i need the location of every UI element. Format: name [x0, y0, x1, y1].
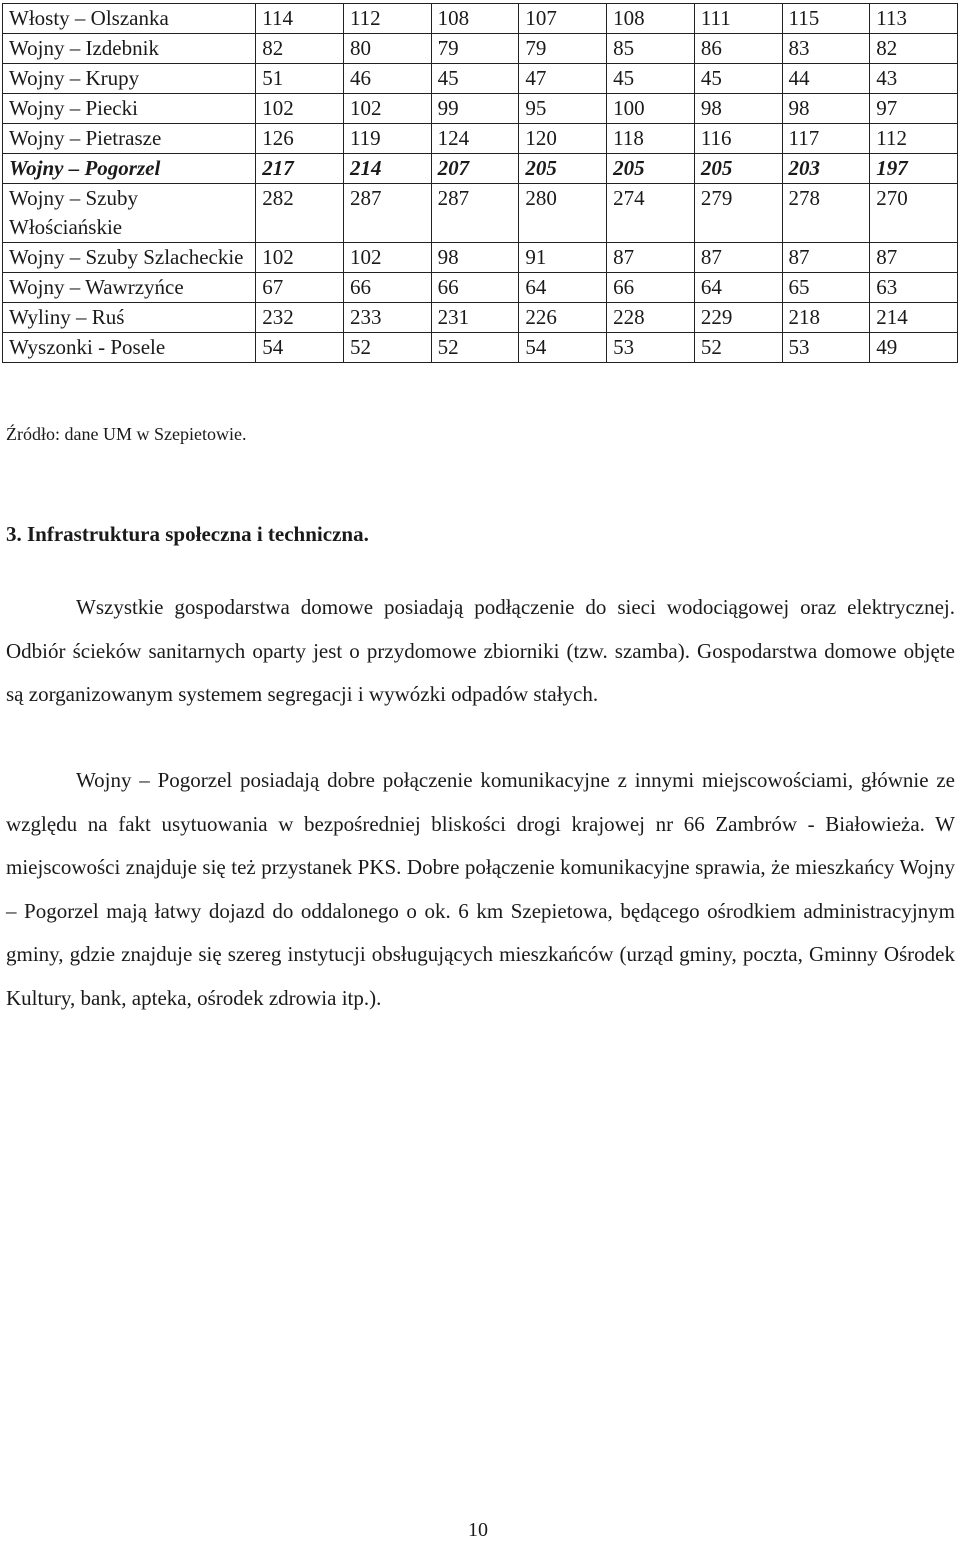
population-value-cell: 274	[607, 184, 695, 243]
population-value-cell: 64	[519, 273, 607, 303]
table-row	[3, 333, 958, 363]
population-value-cell: 118	[607, 124, 695, 154]
population-value-cell: 53	[782, 333, 870, 363]
population-value-cell: 205	[694, 154, 782, 184]
population-value-cell: 205	[607, 154, 695, 184]
population-value-cell: 80	[343, 34, 431, 64]
population-value-cell: 86	[694, 34, 782, 64]
population-value-cell: 102	[256, 94, 344, 124]
population-value-cell: 282	[256, 184, 344, 243]
population-value-cell: 112	[870, 124, 958, 154]
population-value-cell: 226	[519, 303, 607, 333]
population-table	[2, 3, 958, 363]
population-value-cell: 119	[343, 124, 431, 154]
paragraph-text: Wojny – Pogorzel posiadają dobre połączenie komunikacyjne z innymi miejscowościami, głównie ze względu na fakt usytuowania w bezpośredniej bliskości drogi krajowej nr 66 Zambrów - Białowieża. W miejscowości znajduje się też przystanek PKS. Dobre połączenie komunikacyjne sprawia, że mieszkańcy Wojny – Pogorzel mają łatwy dojazd do oddalonego o ok. 6 km Szepietowa, będącego ośrodkiem administracyjnym gminy, gdzie znajduje się szereg instytucji obsługujących mieszkańców (urząd gminy, poczta, Gminny Ośrodek Kultury, bank, apteka, ośrodek zdrowia itp.).	[6, 768, 955, 1010]
population-value-cell: 100	[607, 94, 695, 124]
population-value-cell: 47	[519, 64, 607, 94]
table-body	[3, 4, 958, 363]
population-value-cell: 287	[343, 184, 431, 243]
population-value-cell: 214	[343, 154, 431, 184]
locality-name-cell: Wojny – Wawrzyńce	[3, 273, 256, 303]
population-value-cell: 205	[519, 154, 607, 184]
population-value-cell: 82	[256, 34, 344, 64]
population-value-cell: 111	[694, 4, 782, 34]
population-value-cell: 45	[431, 64, 519, 94]
table-row	[3, 303, 958, 333]
table-row	[3, 94, 958, 124]
population-value-cell: 43	[870, 64, 958, 94]
table-row	[3, 4, 958, 34]
population-value-cell: 91	[519, 243, 607, 273]
population-value-cell: 66	[607, 273, 695, 303]
population-value-cell: 52	[431, 333, 519, 363]
locality-name-cell: Wojny – Krupy	[3, 64, 256, 94]
population-value-cell: 107	[519, 4, 607, 34]
population-value-cell: 87	[694, 243, 782, 273]
table-row	[3, 243, 958, 273]
table-row	[3, 184, 958, 243]
locality-name-cell: Włosty – Olszanka	[3, 4, 256, 34]
section-heading: 3. Infrastruktura społeczna i techniczna.	[6, 522, 369, 546]
population-value-cell: 280	[519, 184, 607, 243]
table-row	[3, 273, 958, 303]
population-value-cell: 108	[607, 4, 695, 34]
population-value-cell: 67	[256, 273, 344, 303]
population-value-cell: 232	[256, 303, 344, 333]
table-row	[3, 34, 958, 64]
population-value-cell: 214	[870, 303, 958, 333]
population-value-cell: 82	[870, 34, 958, 64]
population-value-cell: 85	[607, 34, 695, 64]
population-value-cell: 124	[431, 124, 519, 154]
population-value-cell: 197	[870, 154, 958, 184]
locality-name-cell: Wojny – Izdebnik	[3, 34, 256, 64]
population-value-cell: 112	[343, 4, 431, 34]
paragraph-transport	[6, 759, 955, 1020]
table-row	[3, 154, 958, 184]
population-value-cell: 63	[870, 273, 958, 303]
locality-name-cell: Wojny – Szuby Szlacheckie	[3, 243, 256, 273]
population-value-cell: 233	[343, 303, 431, 333]
population-value-cell: 126	[256, 124, 344, 154]
population-value-cell: 116	[694, 124, 782, 154]
population-value-cell: 65	[782, 273, 870, 303]
population-value-cell: 115	[782, 4, 870, 34]
population-value-cell: 113	[870, 4, 958, 34]
population-value-cell: 98	[694, 94, 782, 124]
population-value-cell: 279	[694, 184, 782, 243]
population-value-cell: 45	[607, 64, 695, 94]
population-value-cell: 45	[694, 64, 782, 94]
population-value-cell: 114	[256, 4, 344, 34]
population-value-cell: 278	[782, 184, 870, 243]
locality-name-cell: Wojny – Szuby Włościańskie	[3, 184, 256, 243]
population-value-cell: 49	[870, 333, 958, 363]
locality-name-cell: Wojny – Piecki	[3, 94, 256, 124]
population-value-cell: 54	[256, 333, 344, 363]
population-value-cell: 120	[519, 124, 607, 154]
population-value-cell: 108	[431, 4, 519, 34]
page-number: 10	[468, 1519, 488, 1541]
population-value-cell: 51	[256, 64, 344, 94]
population-value-cell: 287	[431, 184, 519, 243]
population-value-cell: 53	[607, 333, 695, 363]
population-value-cell: 44	[782, 64, 870, 94]
population-value-cell: 79	[431, 34, 519, 64]
population-value-cell: 66	[431, 273, 519, 303]
population-value-cell: 207	[431, 154, 519, 184]
population-value-cell: 87	[607, 243, 695, 273]
population-value-cell: 83	[782, 34, 870, 64]
population-value-cell: 102	[343, 94, 431, 124]
population-value-cell: 270	[870, 184, 958, 243]
locality-name-cell: Wyszonki - Posele	[3, 333, 256, 363]
population-value-cell: 64	[694, 273, 782, 303]
population-value-cell: 228	[607, 303, 695, 333]
population-value-cell: 117	[782, 124, 870, 154]
population-value-cell: 102	[256, 243, 344, 273]
population-value-cell: 203	[782, 154, 870, 184]
population-value-cell: 79	[519, 34, 607, 64]
population-value-cell: 98	[782, 94, 870, 124]
population-value-cell: 54	[519, 333, 607, 363]
population-value-cell: 98	[431, 243, 519, 273]
population-value-cell: 97	[870, 94, 958, 124]
population-value-cell: 87	[782, 243, 870, 273]
locality-name-cell: Wojny – Pietrasze	[3, 124, 256, 154]
population-value-cell: 46	[343, 64, 431, 94]
population-value-cell: 87	[870, 243, 958, 273]
population-value-cell: 52	[694, 333, 782, 363]
population-value-cell: 52	[343, 333, 431, 363]
population-value-cell: 99	[431, 94, 519, 124]
population-value-cell: 231	[431, 303, 519, 333]
population-value-cell: 217	[256, 154, 344, 184]
locality-name-cell: Wojny – Pogorzel	[3, 154, 256, 184]
population-value-cell: 229	[694, 303, 782, 333]
source-note: Źródło: dane UM w Szepietowie.	[6, 424, 247, 444]
paragraph-utilities	[6, 586, 955, 717]
population-value-cell: 66	[343, 273, 431, 303]
paragraph-text: Wszystkie gospodarstwa domowe posiadają podłączenie do sieci wodociągowej oraz elektrycznej. Odbiór ścieków sanitarnych oparty jest o przydomowe zbiorniki (tzw. szamba). Gospodarstwa domowe objęte są zorganizowanym systemem segregacji i wywózki odpadów stałych.	[6, 595, 955, 706]
population-value-cell: 102	[343, 243, 431, 273]
population-value-cell: 95	[519, 94, 607, 124]
table-row	[3, 64, 958, 94]
table-row	[3, 124, 958, 154]
population-value-cell: 218	[782, 303, 870, 333]
locality-name-cell: Wyliny – Ruś	[3, 303, 256, 333]
